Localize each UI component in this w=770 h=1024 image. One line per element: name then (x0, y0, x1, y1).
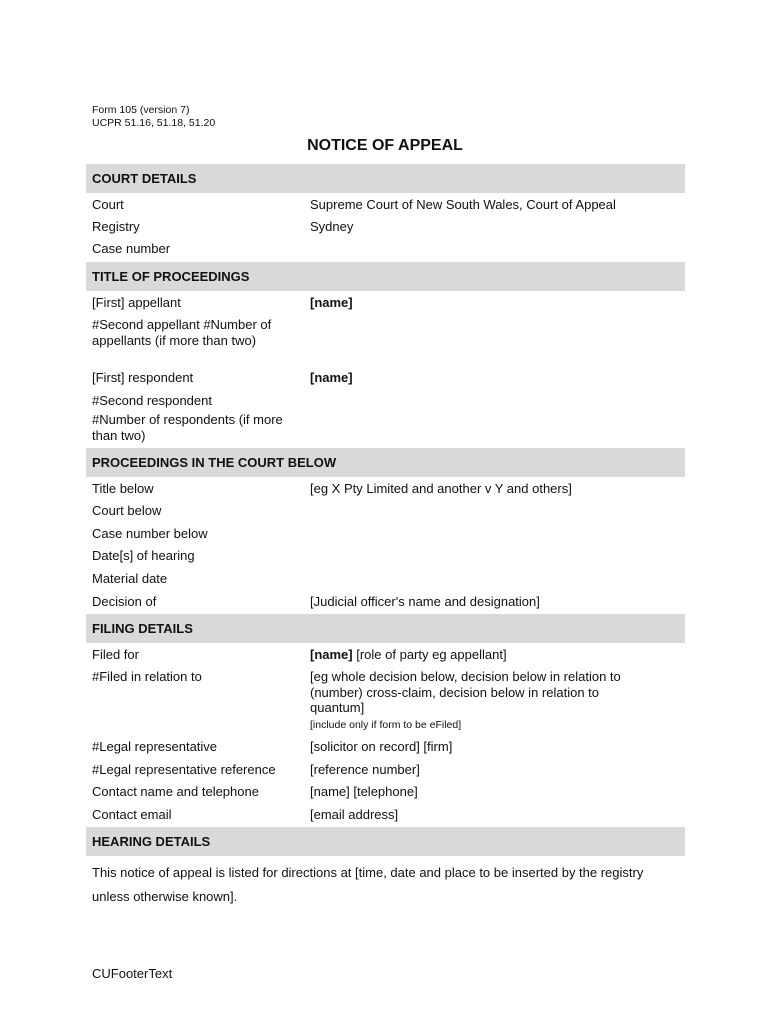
case-number-below-label: Case number below (92, 526, 208, 541)
legal-rep-value: [solicitor on record] [firm] (310, 739, 453, 754)
section-court-details: COURT DETAILS (86, 164, 685, 193)
registry-label: Registry (92, 219, 140, 234)
legal-rep-label: #Legal representative (92, 739, 218, 754)
material-date-label: Material date (92, 571, 168, 586)
case-number-label: Case number (92, 241, 171, 256)
section-hearing-details: HEARING DETAILS (86, 827, 685, 856)
first-respondent-label: [First] respondent (92, 370, 194, 385)
section-filing-details: FILING DETAILS (86, 614, 685, 643)
filed-for-label: Filed for (92, 647, 139, 662)
number-respondents-label: #Number of respondents (if more than two) (92, 412, 283, 443)
email-label: Contact email (92, 807, 172, 822)
court-below-label: Court below (92, 503, 162, 518)
contact-label: Contact name and telephone (92, 784, 259, 799)
hearing-text: This notice of appeal is listed for directions at [time, date and place to be inserted by the registry unless otherwise known]. (92, 865, 644, 904)
contact-value: [name] [telephone] (310, 784, 418, 799)
filed-relation-note: [include only if form to be eFiled] (310, 719, 462, 731)
title-below-label: Title below (92, 481, 154, 496)
filed-for-value (310, 647, 655, 663)
page-title: NOTICE OF APPEAL (307, 137, 463, 154)
court-value: Supreme Court of New South Wales, Court of Appeal (310, 197, 616, 212)
footer-text: CUFooterText (92, 966, 173, 981)
second-appellant-label: #Second appellant #Number of appellants (if more than two) (92, 317, 272, 348)
form-meta (92, 104, 215, 130)
court-label: Court (92, 197, 124, 212)
filed-relation-label: #Filed in relation to (92, 669, 202, 684)
filed-for-role: [role of party eg appellant] (352, 647, 507, 662)
email-value: [email address] (310, 807, 399, 822)
registry-value: Sydney (310, 219, 354, 234)
first-respondent-value: [name] (310, 370, 353, 385)
title-below-value: [eg X Pty Limited and another v Y and others] (310, 481, 572, 496)
second-respondent-label: #Second respondent (92, 393, 212, 408)
filed-for-name: [name] (310, 647, 353, 662)
first-appellant-label: [First] appellant (92, 295, 181, 310)
section-court-below: PROCEEDINGS IN THE COURT BELOW (86, 448, 685, 477)
dates-hearing-label: Date[s] of hearing (92, 548, 195, 563)
form-rules: UCPR 51.16, 51.18, 51.20 (92, 117, 216, 129)
decision-of-value: [Judicial officer's name and designation] (310, 594, 540, 609)
form-id: Form 105 (version 7) (92, 104, 190, 116)
decision-of-label: Decision of (92, 594, 157, 609)
legal-ref-label: #Legal representative reference (92, 762, 276, 777)
legal-ref-value: [reference number] (310, 762, 420, 777)
section-title-of-proceedings: TITLE OF PROCEEDINGS (86, 262, 685, 291)
first-appellant-value: [name] (310, 295, 353, 310)
filed-relation-value: [eg whole decision below, decision below in relation to (number) cross-claim, decision below in relation to quantum] (310, 669, 621, 715)
